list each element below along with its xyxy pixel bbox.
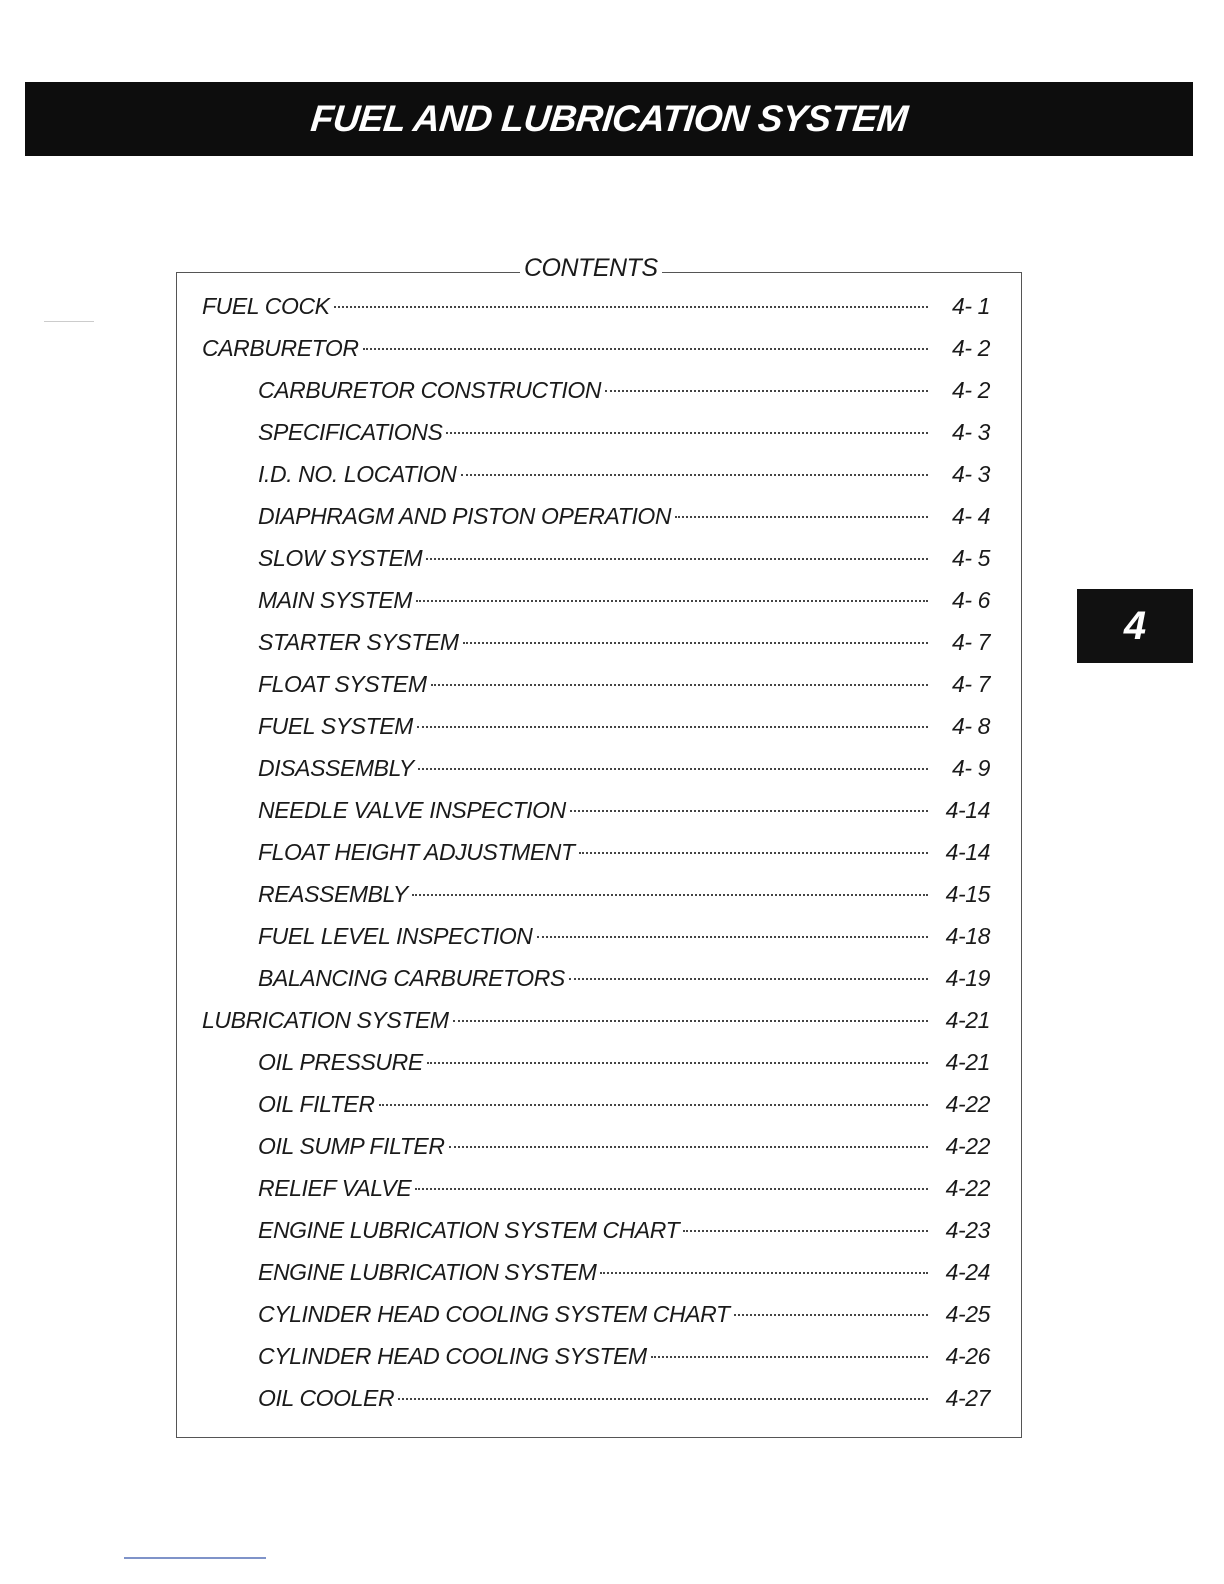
toc-entry-page: 4-14 — [945, 797, 990, 823]
toc-entry-page: 4- 3 — [951, 419, 990, 445]
header-bar — [25, 82, 1193, 156]
toc-entry-title: DISASSEMBLY — [258, 755, 414, 781]
toc-entry-page: 4-27 — [945, 1385, 990, 1411]
toc-entry-page: 4- 9 — [951, 755, 990, 781]
toc-entry-page: 4- 7 — [951, 629, 990, 655]
bottom-mark — [124, 1557, 266, 1559]
toc-entry-page: 4- 8 — [951, 713, 990, 739]
toc-entry[interactable] — [202, 1385, 990, 1427]
toc-entry-title: CARBURETOR — [202, 335, 359, 361]
dot-leader — [446, 432, 928, 434]
toc-entry[interactable] — [202, 419, 990, 461]
toc-entry-title: ENGINE LUBRICATION SYSTEM — [258, 1259, 597, 1285]
toc-entry-page: 4- 3 — [951, 461, 990, 487]
dot-leader — [569, 978, 928, 980]
toc-entry-page: 4-21 — [945, 1007, 990, 1033]
dot-leader — [675, 516, 928, 518]
dot-leader — [463, 642, 928, 644]
toc-entry[interactable] — [202, 923, 990, 965]
toc-entry[interactable] — [202, 503, 990, 545]
toc-entry[interactable] — [202, 629, 990, 671]
toc-entry-page: 4-22 — [945, 1133, 990, 1159]
toc-entry-title: ENGINE LUBRICATION SYSTEM CHART — [258, 1217, 680, 1243]
toc-entry[interactable] — [202, 1007, 990, 1049]
dot-leader — [363, 348, 928, 350]
toc-entry-title: LUBRICATION SYSTEM — [202, 1007, 449, 1033]
toc-entry-title: SLOW SYSTEM — [258, 545, 423, 571]
toc-entry-title: REASSEMBLY — [258, 881, 408, 907]
toc-entry-page: 4-15 — [945, 881, 990, 907]
toc-entry-page: 4-22 — [945, 1091, 990, 1117]
toc-entry[interactable] — [202, 797, 990, 839]
toc-entry[interactable] — [202, 755, 990, 797]
toc-entry[interactable] — [202, 461, 990, 503]
toc-entry-title: OIL COOLER — [258, 1385, 395, 1411]
toc-entry[interactable] — [202, 713, 990, 755]
dot-leader — [415, 1188, 928, 1190]
table-of-contents — [202, 293, 990, 1427]
toc-entry[interactable] — [202, 1133, 990, 1175]
toc-entry-title: MAIN SYSTEM — [258, 587, 413, 613]
toc-entry[interactable] — [202, 1175, 990, 1217]
toc-entry-title: FUEL LEVEL INSPECTION — [258, 923, 533, 949]
toc-entry-title: STARTER SYSTEM — [258, 629, 459, 655]
dot-leader — [600, 1272, 928, 1274]
toc-entry-title: FUEL COCK — [202, 293, 330, 319]
toc-entry[interactable] — [202, 1217, 990, 1259]
chapter-tab[interactable] — [1077, 589, 1193, 663]
toc-entry[interactable] — [202, 965, 990, 1007]
toc-entry-title: OIL SUMP FILTER — [258, 1133, 445, 1159]
toc-entry-page: 4- 5 — [951, 545, 990, 571]
dot-leader — [427, 1062, 928, 1064]
toc-entry-page: 4-14 — [945, 839, 990, 865]
toc-entry[interactable] — [202, 335, 990, 377]
toc-entry-page: 4-25 — [945, 1301, 990, 1327]
toc-entry[interactable] — [202, 293, 990, 335]
toc-entry[interactable] — [202, 1301, 990, 1343]
toc-entry-page: 4-24 — [945, 1259, 990, 1285]
dot-leader — [605, 390, 928, 392]
page-title: FUEL AND LUBRICATION SYSTEM — [308, 98, 910, 139]
toc-entry-title: DIAPHRAGM AND PISTON OPERATION — [258, 503, 672, 529]
toc-entry-title: NEEDLE VALVE INSPECTION — [258, 797, 566, 823]
toc-entry[interactable] — [202, 377, 990, 419]
toc-entry-title: RELIEF VALVE — [258, 1175, 412, 1201]
toc-entry-title: BALANCING CARBURETORS — [258, 965, 565, 991]
toc-entry[interactable] — [202, 839, 990, 881]
dot-leader — [449, 1146, 928, 1148]
toc-entry-page: 4- 2 — [951, 377, 990, 403]
dot-leader — [453, 1020, 928, 1022]
toc-entry-page: 4- 7 — [951, 671, 990, 697]
toc-entry-title: CYLINDER HEAD COOLING SYSTEM CHART — [258, 1301, 730, 1327]
toc-entry-page: 4- 1 — [951, 293, 990, 319]
dot-leader — [537, 936, 928, 938]
dot-leader — [651, 1356, 928, 1358]
dot-leader — [426, 558, 928, 560]
toc-entry[interactable] — [202, 881, 990, 923]
toc-entry[interactable] — [202, 1259, 990, 1301]
toc-entry-page: 4- 2 — [951, 335, 990, 361]
toc-entry-title: OIL PRESSURE — [258, 1049, 423, 1075]
dot-leader — [734, 1314, 928, 1316]
toc-entry-page: 4-26 — [945, 1343, 990, 1369]
toc-entry-title: CYLINDER HEAD COOLING SYSTEM — [258, 1343, 647, 1369]
toc-entry-page: 4-23 — [945, 1217, 990, 1243]
toc-entry-title: OIL FILTER — [258, 1091, 375, 1117]
margin-mark — [44, 321, 94, 322]
chapter-number: 4 — [1123, 603, 1147, 648]
dot-leader — [461, 474, 928, 476]
contents-heading: CONTENTS — [520, 254, 662, 283]
dot-leader — [398, 1398, 928, 1400]
toc-entry-page: 4-21 — [945, 1049, 990, 1075]
toc-entry-page: 4-19 — [945, 965, 990, 991]
dot-leader — [683, 1230, 928, 1232]
dot-leader — [418, 768, 928, 770]
dot-leader — [431, 684, 928, 686]
toc-entry[interactable] — [202, 545, 990, 587]
dot-leader — [416, 600, 928, 602]
toc-entry-title: SPECIFICATIONS — [258, 419, 443, 445]
toc-entry[interactable] — [202, 587, 990, 629]
dot-leader — [379, 1104, 928, 1106]
toc-entry-page: 4-22 — [945, 1175, 990, 1201]
toc-entry-page: 4- 4 — [951, 503, 990, 529]
dot-leader — [412, 894, 928, 896]
dot-leader — [334, 306, 928, 308]
dot-leader — [579, 852, 928, 854]
toc-entry-title: FLOAT HEIGHT ADJUSTMENT — [258, 839, 575, 865]
dot-leader — [570, 810, 928, 812]
dot-leader — [417, 726, 928, 728]
toc-entry-page: 4- 6 — [951, 587, 990, 613]
toc-entry-title: FUEL SYSTEM — [258, 713, 413, 739]
toc-entry-title: FLOAT SYSTEM — [258, 671, 427, 697]
toc-entry[interactable] — [202, 1343, 990, 1385]
toc-entry[interactable] — [202, 1091, 990, 1133]
toc-entry[interactable] — [202, 671, 990, 713]
toc-entry-page: 4-18 — [945, 923, 990, 949]
toc-entry-title: CARBURETOR CONSTRUCTION — [258, 377, 602, 403]
toc-entry-title: I.D. NO. LOCATION — [258, 461, 457, 487]
toc-entry[interactable] — [202, 1049, 990, 1091]
